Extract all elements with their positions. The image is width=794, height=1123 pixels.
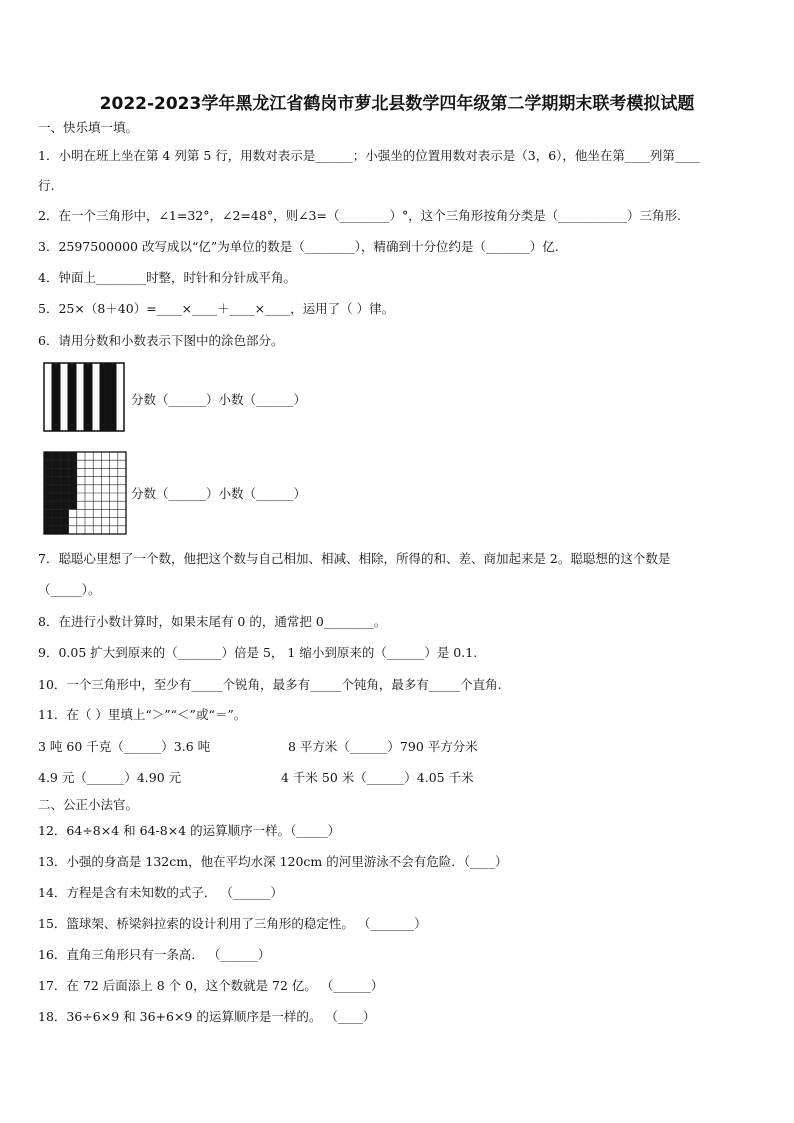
stripe-figure	[43, 362, 125, 432]
question-2: 2．在一个三角形中，∠1=32°，∠2=48°，则∠3=（________）°，这个三角形按角分类是（___________）三角形.	[38, 208, 681, 223]
question-7-line-2: （_____）。	[38, 582, 101, 597]
question-4: 4．钟面上________时整，时针和分针成平角。	[38, 270, 296, 285]
question-1-line-2: 行.	[38, 178, 55, 193]
question-11-item-2: 8 平方米（______）790 平方分米	[288, 739, 478, 754]
question-1-line-1: 1．小明在班上坐在第 4 列第 5 行，用数对表示是______；小强坐的位置用数对表示是（3，6），他坐在第____列第____	[38, 148, 700, 163]
grid-figure	[43, 451, 127, 535]
question-15: 15．篮球架、桥梁斜拉索的设计利用了三角形的稳定性。 （_______）	[38, 916, 427, 931]
figure-2-answer-line: 分数（______）小数（______）	[131, 486, 307, 501]
question-13: 13．小强的身高是 132cm，他在平均水深 120cm 的河里游泳不会有危险．（____）	[38, 854, 508, 869]
section-heading-1: 一、快乐填一填。	[38, 120, 139, 135]
question-18: 18．36÷6×9 和 36+6×9 的运算顺序是一样的。 （____）	[38, 1009, 376, 1024]
question-3: 3．2597500000 改写成以“亿”为单位的数是（________），精确到十分位约是（_______）亿.	[38, 239, 559, 254]
page-title: 2022-2023学年黑龙江省鹤岗市萝北县数学四年级第二学期期末联考模拟试题	[99, 94, 695, 114]
figure-1-answer-line: 分数（______）小数（______）	[131, 392, 307, 407]
question-8: 8．在进行小数计算时，如果末尾有 0 的，通常把 0________。	[38, 614, 387, 629]
question-12: 12．64÷8×4 和 64-8×4 的运算顺序一样。（_____）	[38, 823, 341, 838]
question-17: 17．在 72 后面添上 8 个 0，这个数就是 72 亿。 （______）	[38, 978, 384, 993]
question-16: 16．直角三角形只有一条高． （______）	[38, 947, 271, 962]
question-14: 14．方程是含有未知数的式子． （______）	[38, 885, 283, 900]
question-11-item-4: 4 千米 50 米（______）4.05 千米	[281, 770, 474, 785]
question-7-line-1: 7．聪聪心里想了一个数，他把这个数与自己相加、相减、相除，所得的和、差、商加起来是 2。聪聪想的这个数是	[38, 551, 671, 566]
question-5: 5．25×（8＋40）=____×____＋____×____，运用了（ ）律。	[38, 301, 395, 316]
question-11-item-3: 4.9 元（______）4.90 元	[38, 770, 182, 785]
section-heading-2: 二、公正小法官。	[38, 797, 139, 812]
question-10: 10．一个三角形中，至少有_____个锐角，最多有_____个钝角，最多有_____个直角.	[38, 677, 502, 692]
question-11: 11．在（ ）里填上“＞”“＜”或“＝”。	[38, 707, 247, 722]
question-11-item-1: 3 吨 60 千克（______）3.6 吨	[38, 739, 211, 754]
question-6: 6．请用分数和小数表示下图中的涂色部分。	[38, 333, 284, 348]
question-9: 9．0.05 扩大到原来的（_______）倍是 5， 1 缩小到原来的（______）是 0.1.	[38, 645, 478, 660]
